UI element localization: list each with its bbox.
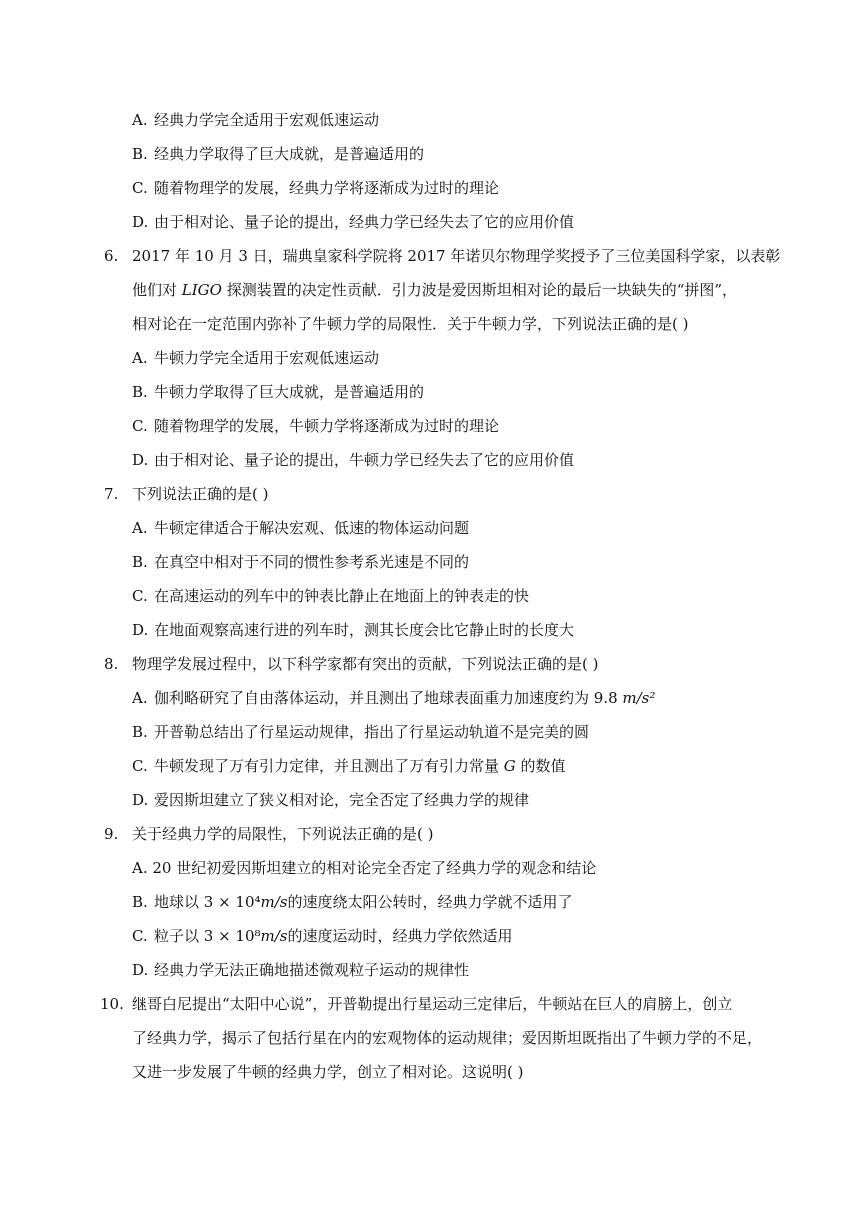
q5-option-a: A. 经典力学完全适用于宏观低速运动 [132, 111, 380, 129]
q8-stem: 物理学发展过程中，以下科学家都有突出的贡献，下列说法正确的是( ) [132, 655, 599, 673]
q6-option-a: A. 牛顿力学完全适用于宏观低速运动 [132, 349, 380, 367]
q7-number: 7. [104, 485, 119, 503]
q10-number: 10. [100, 995, 124, 1013]
q5-option-b: B. 经典力学取得了巨大成就，是普遍适用的 [132, 145, 425, 163]
q6-stem-line3: 相对论在一定范围内弥补了牛顿力学的局限性．关于牛顿力学，下列说法正确的是( ) [132, 315, 689, 333]
q9-stem: 关于经典力学的局限性，下列说法正确的是( ) [132, 825, 434, 843]
q7-option-c: C. 在高速运动的列车中的钟表比静止在地面上的钟表走的快 [132, 587, 530, 605]
q7-option-a: A. 牛顿定律适合于解决宏观、低速的物体运动问题 [132, 519, 470, 537]
q6-number: 6. [104, 247, 119, 265]
q10-stem-line3: 又进一步发展了牛顿的经典力学，创立了相对论。这说明( ) [132, 1063, 524, 1081]
q8-option-d: D. 爱因斯坦建立了狭义相对论，完全否定了经典力学的规律 [132, 791, 530, 809]
q6-stem-line1: 2017 年 10 月 3 日，瑞典皇家科学院将 2017 年诺贝尔物理学奖授予了三位美国科学家，以表彰 [132, 247, 781, 265]
q6-option-d: D. 由于相对论、量子论的提出，牛顿力学已经失去了它的应用价值 [132, 451, 575, 469]
q7-stem: 下列说法正确的是( ) [132, 485, 269, 503]
q8-option-c: C. 牛顿发现了万有引力定律，并且测出了万有引力常量 G 的数值 [132, 757, 566, 775]
q10-stem-line1: 继哥白尼提出“太阳中心说”，开普勒提出行星运动三定律后，牛顿站在巨人的肩膀上，创立 [132, 995, 733, 1013]
q9-number: 9. [104, 825, 119, 843]
q10-stem-line2: 了经典力学，揭示了包括行星在内的宏观物体的运动规律；爱因斯坦既指出了牛顿力学的不足， [132, 1029, 763, 1047]
q6-option-c: C. 随着物理学的发展，牛顿力学将逐渐成为过时的理论 [132, 417, 500, 435]
q6-option-b: B. 牛顿力学取得了巨大成就，是普遍适用的 [132, 383, 425, 401]
q7-option-d: D. 在地面观察高速行进的列车时，测其长度会比它静止时的长度大 [132, 621, 575, 639]
q5-option-d: D. 由于相对论、量子论的提出，经典力学已经失去了它的应用价值 [132, 213, 575, 231]
q5-option-c: C. 随着物理学的发展，经典力学将逐渐成为过时的理论 [132, 179, 500, 197]
q7-option-b: B. 在真空中相对于不同的惯性参考系光速是不同的 [132, 553, 470, 571]
q9-option-c: C. 粒子以 3 × 10⁸m/s的速度运动时，经典力学依然适用 [132, 927, 513, 945]
q9-option-a: A. 20 世纪初爱因斯坦建立的相对论完全否定了经典力学的观念和结论 [132, 859, 597, 877]
q6-stem-line2: 他们对 LIGO 探测装置的决定性贡献．引力波是爱因斯坦相对论的最后一块缺失的“拼图”， [132, 281, 738, 299]
q8-option-a: A. 伽利略研究了自由落体运动，并且测出了地球表面重力加速度约为 9.8 m/s² [132, 689, 656, 707]
q8-number: 8. [104, 655, 119, 673]
q8-option-b: B. 开普勒总结出了行星运动规律，指出了行星运动轨道不是完美的圆 [132, 723, 590, 741]
q9-option-b: B. 地球以 3 × 10⁴m/s的速度绕太阳公转时，经典力学就不适用了 [132, 893, 573, 911]
q9-option-d: D. 经典力学无法正确地描述微观粒子运动的规律性 [132, 961, 470, 979]
